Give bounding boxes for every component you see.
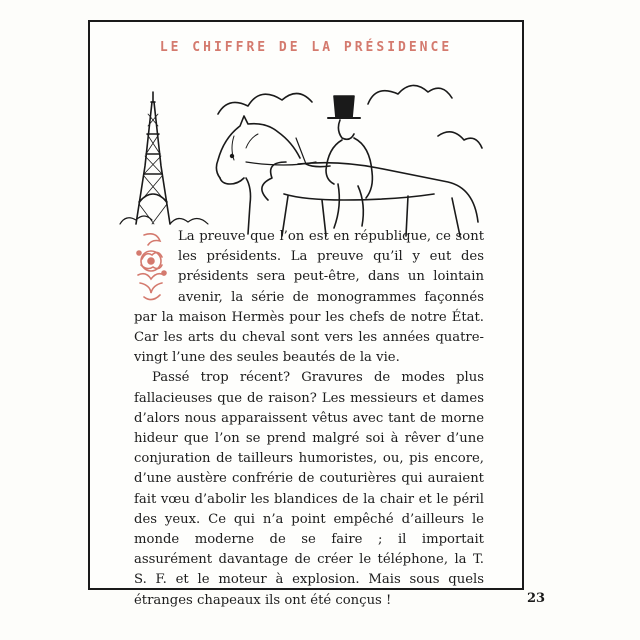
paragraph-2: Passé trop récent? Gravures de modes plus fallacieuses que de raison? Les messieurs et dames d’alors nous apparaissent vêtus avec tant de morne hideur que l’on se prend malgré soi à rêver d’une conjuration de tailleurs humoristes, ou, pis encore, d’une austère confrérie de couturières qui auraient fait vœu d’abolir les blandices de la chair et le péril des yeux. Ce qui n’a point empêché d’ailleurs le monde moderne de se faire ; il importait assurément davantage de créer le téléphone, la T. S. F. et le moteur à explosion. Mais sous quels étranges chapeaux ils ont été conçus ! <box>134 370 484 608</box>
body-text <box>134 227 484 611</box>
paragraph-1: La preuve que l’on est en république, ce sont les présidents. La preuve qu’il y eut des présidents sera peut-être, dans un lointain avenir, la série de monogrammes façonnés par la maison Hermès pour les chefs de notre État. Car les arts du cheval sont vers les années quatre-vingt l’une des seules beautés de la vie. <box>134 229 484 366</box>
page-frame <box>88 20 524 608</box>
running-head: LE CHIFFRE DE LA PRÉSIDENCE <box>159 40 453 55</box>
ornamental-initial-icon <box>130 229 172 303</box>
page-number: 23 <box>527 591 546 606</box>
horseman-illustration-icon <box>108 74 508 244</box>
